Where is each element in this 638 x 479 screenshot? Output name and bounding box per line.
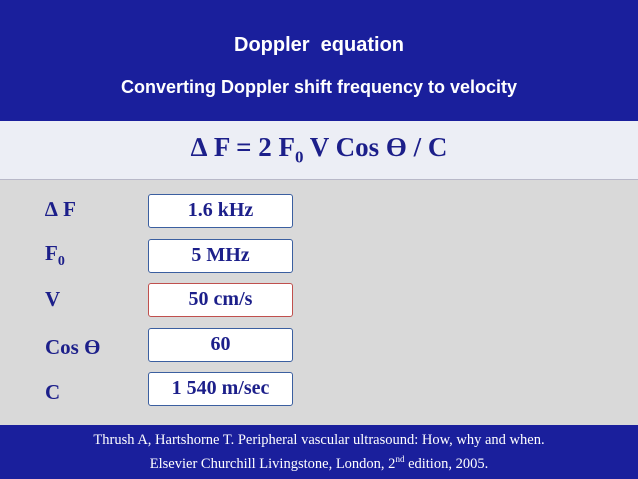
slide-title: Doppler equation (234, 34, 404, 56)
label-cos-theta: Cos Ɵ (45, 335, 101, 359)
doppler-formula (0, 132, 638, 167)
value-v: 50 cm/s (148, 283, 293, 317)
label-f0 (45, 241, 65, 270)
label-f0-sub: 0 (57, 254, 65, 270)
citation (0, 431, 638, 474)
citation-line-2 (0, 450, 638, 474)
citation-line-1: Thrush A, Hartshorne T. Peripheral vascular ultrasound: How, why and when. (93, 432, 545, 448)
citation-line-2-post: edition, 2005. (404, 455, 489, 472)
citation-superscript: nd (395, 454, 405, 464)
label-f0-main: F (45, 241, 58, 265)
label-v: V (45, 287, 61, 311)
citation-line-2-pre: Elsevier Churchill Livingstone, London, 2 (149, 455, 396, 472)
formula-rhs: V Cos Ɵ / C (303, 132, 448, 162)
label-c: C (45, 380, 61, 404)
value-cos-theta: 60 (148, 328, 293, 362)
label-delta-f: ∆ F (45, 197, 76, 221)
equation-panel (0, 121, 638, 425)
formula-lhs: ∆ F = 2 F (190, 132, 296, 162)
value-delta-f: 1.6 kHz (148, 194, 293, 228)
value-f0: 5 MHz (148, 239, 293, 273)
formula-subscript: 0 (295, 147, 304, 167)
value-c: 1 540 m/sec (148, 372, 293, 406)
formula-band (0, 121, 638, 180)
slide-subtitle: Converting Doppler shift frequency to velocity (120, 77, 518, 97)
